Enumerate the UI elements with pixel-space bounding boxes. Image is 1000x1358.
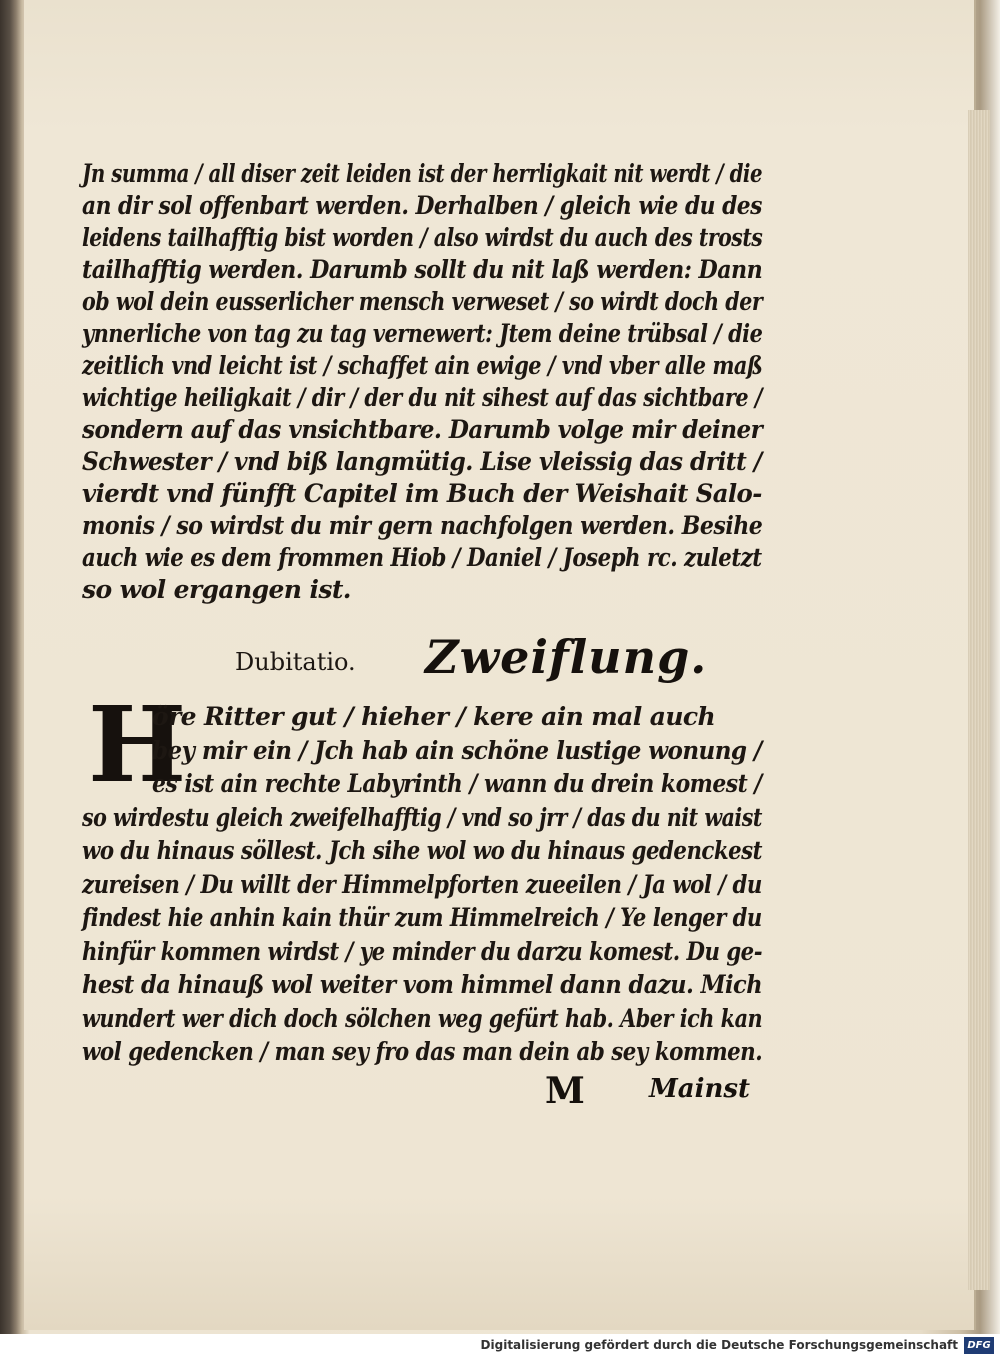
heading-latin: Dubitatio. [235, 648, 356, 676]
text-line: wo du hinaus söllest. Jch sihe wol wo du hinaus gedenckest [82, 836, 763, 865]
text-line: Schwester / vnd biß langmütig. Lise vleissig das dritt / [82, 447, 762, 476]
text-line: öre Ritter gut / hieher / kere ain mal auch [152, 702, 716, 731]
text-line: wichtige heiligkait / dir / der du nit sihest auf das sichtbare / [82, 383, 762, 412]
main-paragraph [82, 158, 762, 606]
text-line: Jn summa / all diser zeit leiden ist der herrligkait nit werdt / die [82, 159, 763, 188]
initial-letter: H [88, 683, 187, 806]
heading-title: Zweiflung. [425, 630, 708, 684]
second-paragraph [82, 700, 762, 1069]
text-line: an dir sol offenbart werden. Derhalben / gleich wie du des [82, 191, 762, 220]
text-line: tailhafftig werden. Darumb sollt du nit laß werden: Dann [82, 255, 763, 284]
text-line: so wirdestu gleich zweifelhafftig / vnd so jrr / das du nit waist [82, 802, 762, 832]
text-line: auch wie es dem frommen Hiob / Daniel / Joseph rc. zuletzt [82, 543, 762, 572]
footer-bar [0, 1334, 1000, 1358]
text-line: hinfür kommen wirdst / ye minder du darzu komest. Du ge- [82, 936, 763, 966]
text-line: leidens tailhafftig bist worden / also wirdst du auch des trosts [82, 223, 763, 252]
text-line: wol gedencken / man sey fro das man dein ab sey kommen. [82, 1037, 763, 1066]
text-line: monis / so wirdst du mir gern nachfolgen werden. Besihe [82, 511, 763, 540]
text-line: ob wol dein eusserlicher mensch verweset / so wirdt doch der [82, 287, 763, 316]
page-edges [968, 110, 990, 1290]
footer-credit: Digitalisierung gefördert durch die Deutsche Forschungsgemeinschaft [480, 1338, 958, 1352]
text-line: vierdt vnd fünfft Capitel im Buch der Weishait Salo- [82, 479, 762, 508]
text-line: sondern auf das vnsichtbare. Darumb volge mir deiner [82, 415, 763, 444]
text-line: wundert wer dich doch sölchen weg gefürt hab. Aber ich kan [82, 1003, 763, 1033]
text-line: hest da hinauß wol weiter vom himmel dann dazu. Mich [82, 970, 763, 999]
text-line: zeitlich vnd leicht ist / schaffet ain ewige / vnd vber alle maß [82, 351, 763, 380]
text-line: es ist ain rechte Labyrinth / wann du drein komest / [152, 769, 762, 798]
text-line: so wol ergangen ist. [82, 575, 351, 604]
text-line: zureisen / Du willt der Himmelpforten zueeilen / Ja wol / du [82, 869, 762, 899]
dfg-logo-icon: DFG [964, 1337, 994, 1354]
signature-mark: M [545, 1070, 585, 1112]
text-line: findest hie anhin kain thür zum Himmelreich / Ye lenger du [82, 903, 762, 932]
text-line: ynnerliche von tag zu tag vernewert: Jtem deine trübsal / die [82, 319, 763, 348]
section-heading [235, 630, 775, 690]
catchword: Mainst [649, 1074, 751, 1104]
catchword-area [545, 1070, 751, 1112]
text-line: bey mir ein / Jch hab ain schöne lustige wonung / [152, 735, 762, 765]
